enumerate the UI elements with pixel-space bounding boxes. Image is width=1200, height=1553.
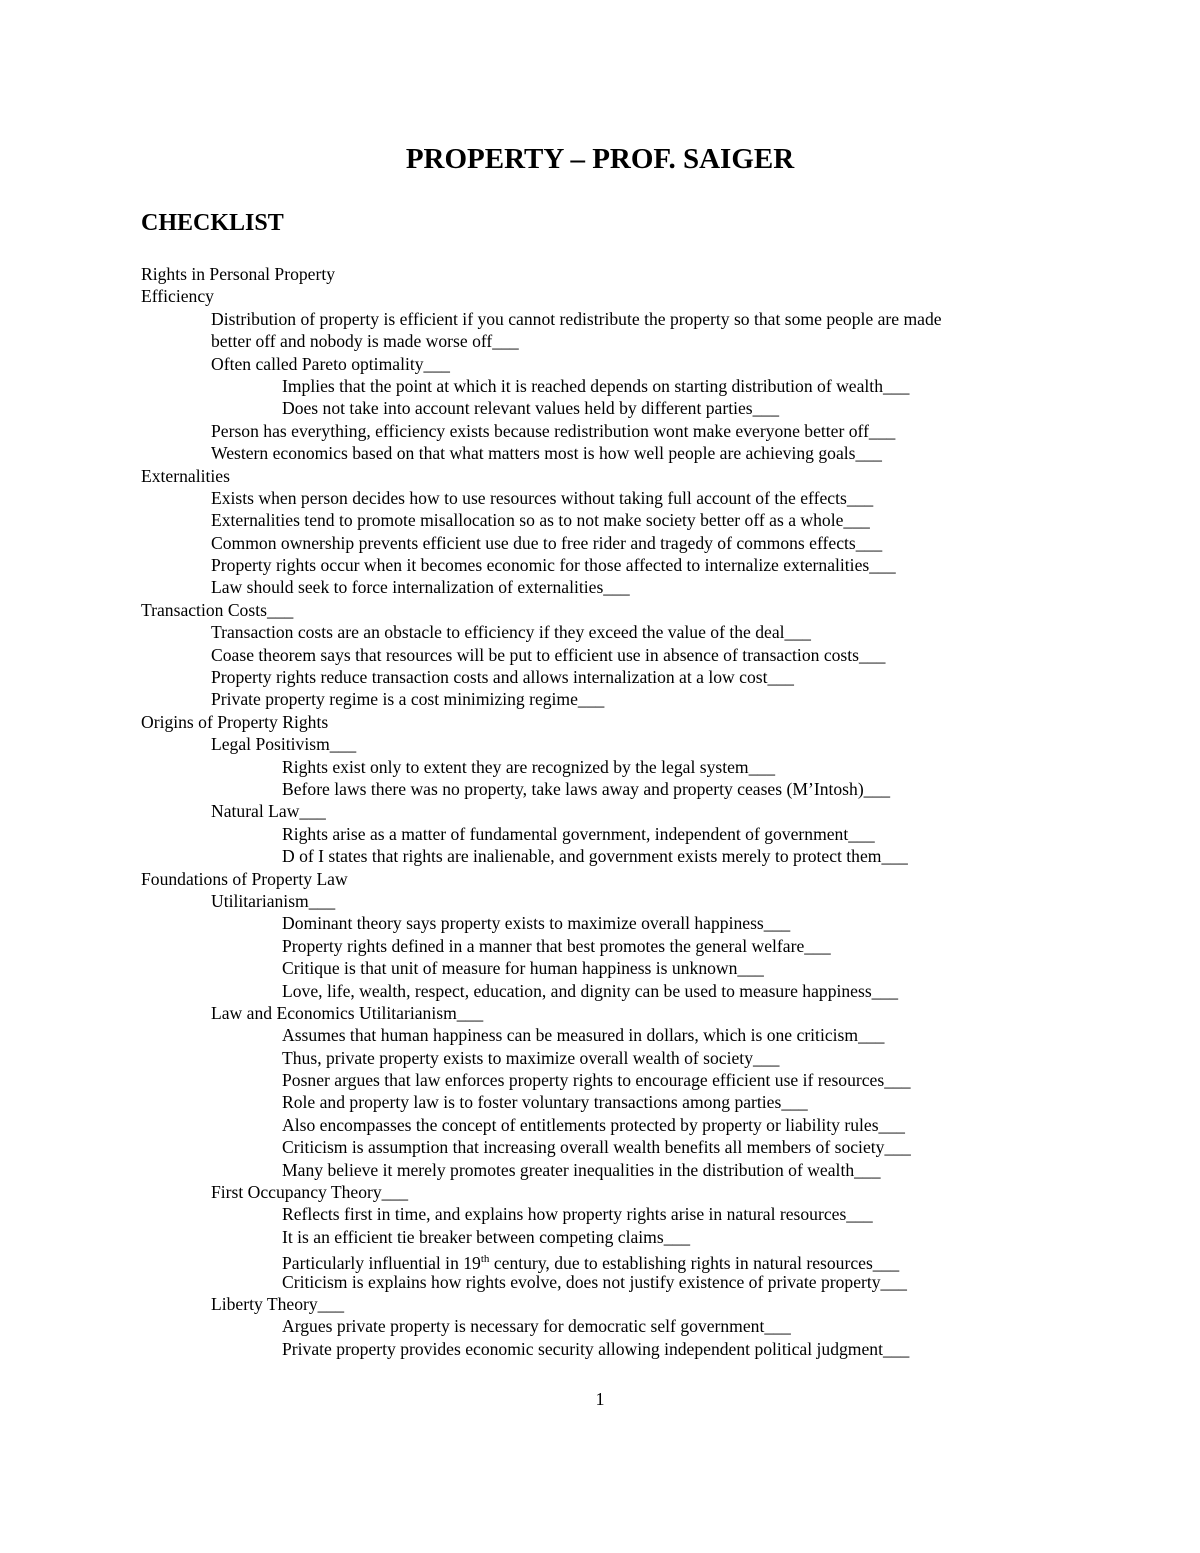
page-number: 1 xyxy=(595,1389,605,1409)
checklist-line-text: Utilitarianism___ xyxy=(211,890,336,911)
checklist-line-text: Common ownership prevents efficient use due to free rider and tragedy of commons effects___ xyxy=(211,532,883,553)
checklist-line-text: Western economics based on that what matters most is how well people are achieving goals___ xyxy=(211,443,882,464)
checklist-line-text: Legal Positivism___ xyxy=(211,734,357,755)
checklist-line-text: Law and Economics Utilitarianism___ xyxy=(211,1002,484,1023)
checklist-line-text: Particularly influential in 19 xyxy=(282,1253,481,1274)
checklist-line xyxy=(141,1002,1081,1024)
checklist-line xyxy=(141,1024,1081,1046)
checklist-line-text: Liberty Theory___ xyxy=(211,1293,345,1314)
checklist-line xyxy=(141,1315,1081,1337)
checklist-line-text: D of I states that rights are inalienable, and government exists merely to protect them___ xyxy=(282,846,908,867)
checklist-line xyxy=(141,509,1081,531)
checklist-line xyxy=(141,733,1081,755)
checklist-line-text: It is an efficient tie breaker between competing claims___ xyxy=(282,1226,691,1247)
checklist-line-text: Many believe it merely promotes greater inequalities in the distribution of wealth___ xyxy=(282,1159,881,1180)
checklist-line-text: Role and property law is to foster voluntary transactions among parties___ xyxy=(282,1092,808,1113)
checklist-line-text: Origins of Property Rights xyxy=(141,711,329,732)
checklist-line xyxy=(141,756,1081,778)
checklist-line-text: Also encompasses the concept of entitlements protected by property or liability rules___ xyxy=(282,1114,905,1135)
checklist-line xyxy=(141,576,1081,598)
checklist-line xyxy=(141,666,1081,688)
checklist-line xyxy=(141,621,1081,643)
checklist-line-text: Natural Law___ xyxy=(211,801,326,822)
checklist-line xyxy=(141,487,1081,509)
checklist-line xyxy=(141,711,1081,733)
checklist-line-text: Efficiency xyxy=(141,286,214,307)
checklist-line xyxy=(141,375,1081,397)
checklist-line xyxy=(141,688,1081,710)
checklist xyxy=(141,263,1081,1360)
checklist-line xyxy=(141,263,1081,285)
checklist-line-text: Property rights defined in a manner that best promotes the general welfare___ xyxy=(282,935,831,956)
checklist-line-text: Does not take into account relevant values held by different parties___ xyxy=(282,398,780,419)
checklist-line xyxy=(141,599,1081,621)
checklist-line-text-after: century, due to establishing rights in natural resources___ xyxy=(489,1253,900,1274)
checklist-line xyxy=(141,890,1081,912)
checklist-line-text: Private property provides economic security allowing independent political judgment___ xyxy=(282,1338,910,1359)
checklist-line xyxy=(141,1271,1081,1293)
checklist-line-text: Property rights occur when it becomes economic for those affected to internalize externalities___ xyxy=(211,555,896,576)
checklist-line-text: First Occupancy Theory___ xyxy=(211,1182,409,1203)
checklist-line xyxy=(141,532,1081,554)
checklist-line xyxy=(141,868,1081,890)
checklist-line-text: Private property regime is a cost minimizing regime___ xyxy=(211,689,605,710)
checklist-line xyxy=(141,644,1081,666)
checklist-line xyxy=(141,442,1081,464)
checklist-line xyxy=(141,1203,1081,1225)
checklist-line-text: Reflects first in time, and explains how property rights arise in natural resources___ xyxy=(282,1204,873,1225)
checklist-line-text: Rights in Personal Property xyxy=(141,264,336,284)
checklist-line xyxy=(141,980,1081,1002)
checklist-line xyxy=(141,800,1081,822)
checklist-line xyxy=(141,330,1081,352)
checklist-line-text: better off and nobody is made worse off___ xyxy=(211,331,519,352)
checklist-line xyxy=(141,957,1081,979)
checklist-line-text: Transaction Costs___ xyxy=(141,599,294,620)
checklist-line xyxy=(141,778,1081,800)
checklist-line-text: Coase theorem says that resources will be put to efficient use in absence of transaction costs___ xyxy=(211,644,886,665)
checklist-line-text: Argues private property is necessary for democratic self government___ xyxy=(282,1316,791,1337)
checklist-line-text: Thus, private property exists to maximize overall wealth of society___ xyxy=(282,1047,780,1068)
checklist-line-text: Implies that the point at which it is reached depends on starting distribution of wealth___ xyxy=(282,375,910,396)
checklist-line xyxy=(141,397,1081,419)
checklist-line-text: Rights arise as a matter of fundamental government, independent of government___ xyxy=(282,823,875,844)
checklist-line xyxy=(141,353,1081,375)
checklist-line xyxy=(141,935,1081,957)
checklist-line xyxy=(141,845,1081,867)
checklist-line-text: Property rights reduce transaction costs and allows internalization at a low cost___ xyxy=(211,667,794,688)
checklist-line-text: Criticism is assumption that increasing overall wealth benefits all members of society___ xyxy=(282,1137,911,1158)
checklist-line xyxy=(141,1069,1081,1091)
checklist-line-text: Love, life, wealth, respect, education, and dignity can be used to measure happiness___ xyxy=(282,980,899,1001)
superscript: th xyxy=(480,1253,490,1266)
checklist-line xyxy=(141,1181,1081,1203)
checklist-line xyxy=(141,1091,1081,1113)
checklist-line xyxy=(141,465,1081,487)
checklist-line xyxy=(141,308,1081,330)
document-title: PROPERTY – PROF. SAIGER xyxy=(405,143,795,175)
checklist-line-text: Posner argues that law enforces property rights to encourage efficient use if resources___ xyxy=(282,1070,911,1091)
checklist-line-text: Before laws there was no property, take laws away and property ceases (M’Intosh)___ xyxy=(282,778,891,799)
checklist-line xyxy=(141,823,1081,845)
checklist-line xyxy=(141,1114,1081,1136)
checklist-line-text: Criticism is explains how rights evolve, does not justify existence of private property___ xyxy=(282,1271,907,1292)
checklist-line-text: Exists when person decides how to use resources without taking full account of the effects___ xyxy=(211,487,874,508)
checklist-line-text: Law should seek to force internalization of externalities___ xyxy=(211,577,630,598)
checklist-line xyxy=(141,1293,1081,1315)
checklist-line xyxy=(141,1338,1081,1360)
checklist-line xyxy=(141,1248,1081,1274)
checklist-line xyxy=(141,1136,1081,1158)
checklist-line xyxy=(141,420,1081,442)
checklist-line-text: Externalities xyxy=(141,465,230,486)
checklist-line-text: Externalities tend to promote misallocation so as to not make society better off as a whole___ xyxy=(211,510,870,531)
checklist-line-text: Transaction costs are an obstacle to efficiency if they exceed the value of the deal___ xyxy=(211,622,811,643)
checklist-line-text: Person has everything, efficiency exists because redistribution wont make everyone better off___ xyxy=(211,420,896,441)
checklist-line-text: Critique is that unit of measure for human happiness is unknown___ xyxy=(282,958,764,979)
checklist-line-text: Often called Pareto optimality___ xyxy=(211,353,450,374)
checklist-line xyxy=(141,285,1081,307)
checklist-line xyxy=(141,554,1081,576)
checklist-line-text: Foundations of Property Law xyxy=(141,868,348,889)
checklist-line-text: Dominant theory says property exists to maximize overall happiness___ xyxy=(282,913,791,934)
checklist-line xyxy=(141,1047,1081,1069)
checklist-line-text: Distribution of property is efficient if you cannot redistribute the property so that some people are made xyxy=(211,308,942,329)
checklist-line-text: Rights exist only to extent they are recognized by the legal system___ xyxy=(282,756,775,777)
checklist-line xyxy=(141,912,1081,934)
section-heading: CHECKLIST xyxy=(141,210,284,236)
checklist-line-text: Assumes that human happiness can be measured in dollars, which is one criticism___ xyxy=(282,1025,885,1046)
checklist-line xyxy=(141,1226,1081,1248)
checklist-line xyxy=(141,1159,1081,1181)
